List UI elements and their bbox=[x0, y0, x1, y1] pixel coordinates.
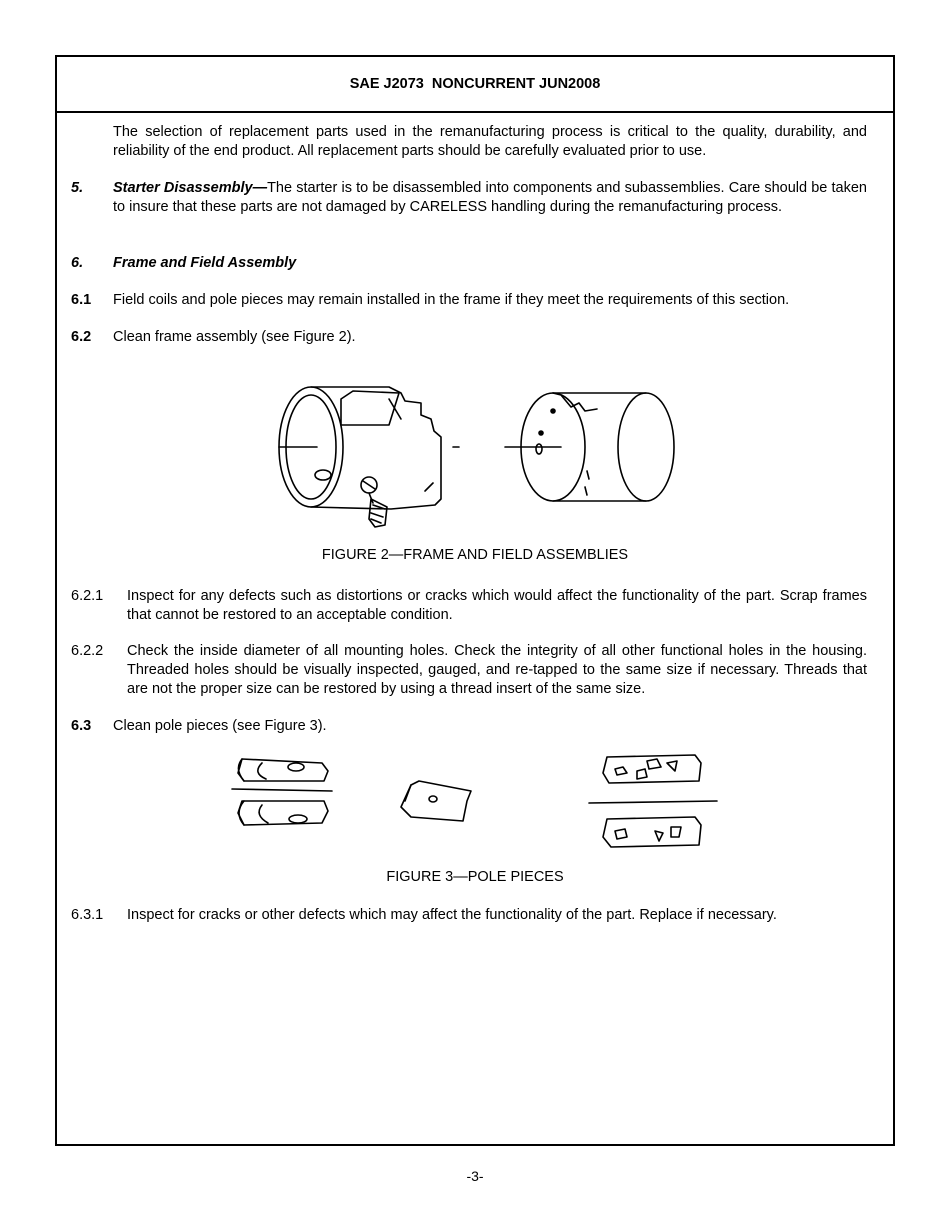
intro-paragraph: The selection of replacement parts used in the remanufacturing process is critical to the quality, durability, and reliability of the end product. All replacement parts should be carefully evaluated prior to use. bbox=[113, 124, 867, 159]
section-5-title: Starter Disassembly— bbox=[113, 180, 268, 196]
section-6-title: Frame and Field Assembly bbox=[113, 255, 297, 271]
figure-3-caption: FIGURE 3—POLE PIECES bbox=[386, 869, 564, 885]
section-6-3-number: 6.3 bbox=[71, 718, 92, 734]
section-6-2-text: Clean frame assembly (see Figure 2). bbox=[113, 329, 356, 345]
section-5-text: The starter is to be disassembled into components and subassemblies. Care should be taken to insure that these parts are not damaged by CARELESS handling during the remanufacturing process. bbox=[113, 180, 867, 215]
single-pole-piece-drawing bbox=[397, 777, 479, 827]
section-6-2-1-text: Inspect for any defects such as distortions or cracks which would affect the functionality of the part. Scrap frames that cannot be restored to an acceptable condition. bbox=[127, 588, 867, 623]
section-6-2-2-text: Check the inside diameter of all mounting holes. Check the integrity of all other functional holes in the housing. Threaded holes should be visually inspected, gauged, and re-tapped to the same size if necessary. Threads that are not the proper size can be restored by using a thread insert of the same size. bbox=[127, 643, 867, 697]
section-6-2-number: 6.2 bbox=[71, 329, 92, 345]
page-header: SAE J2073 NONCURRENT JUN2008 bbox=[57, 57, 893, 113]
page-number: -3- bbox=[466, 1168, 484, 1184]
pole-piece-pair-drawing bbox=[232, 753, 336, 831]
field-assembly-drawing bbox=[501, 383, 681, 513]
section-6-2-1-number: 6.2.1 bbox=[71, 588, 104, 604]
section-6-3-1-number: 6.3.1 bbox=[71, 907, 104, 923]
section-6-1-text: Field coils and pole pieces may remain installed in the frame if they meet the requirements of this section. bbox=[113, 292, 790, 308]
section-6-3-text: Clean pole pieces (see Figure 3). bbox=[113, 718, 327, 734]
page-frame bbox=[55, 55, 895, 1146]
section-5-paragraph bbox=[113, 179, 867, 217]
section-6-number: 6. bbox=[71, 255, 84, 271]
frame-assembly-drawing bbox=[271, 379, 461, 539]
section-6-1-number: 6.1 bbox=[71, 292, 92, 308]
section-6-3-1-text: Inspect for cracks or other defects which may affect the functionality of the part. Replace if necessary. bbox=[127, 907, 777, 923]
figure-2-caption: FIGURE 2—FRAME AND FIELD ASSEMBLIES bbox=[321, 547, 629, 563]
section-6-2-2-number: 6.2.2 bbox=[71, 643, 104, 659]
pole-piece-set-drawing bbox=[587, 751, 723, 853]
section-5-number: 5. bbox=[71, 180, 84, 196]
